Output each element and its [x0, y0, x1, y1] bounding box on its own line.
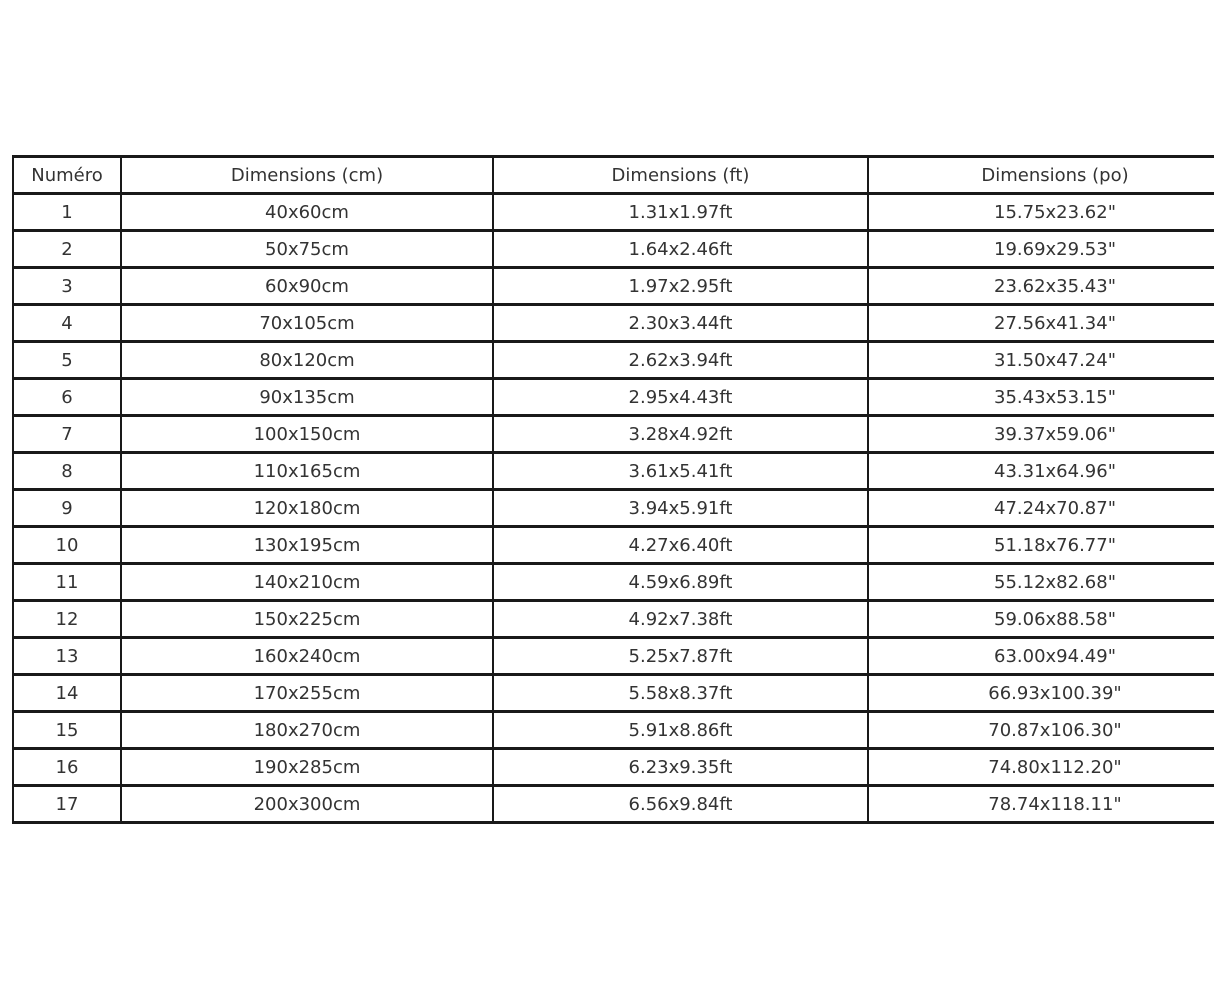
dimensions-po-cell: 78.74x118.11" — [868, 786, 1214, 823]
dimensions-cm-cell: 140x210cm — [121, 564, 493, 601]
table-row — [13, 564, 1214, 601]
header-numero: Numéro — [13, 157, 121, 194]
dimensions-ft-cell: 4.27x6.40ft — [493, 527, 868, 564]
table-row — [13, 490, 1214, 527]
dimensions-ft-cell: 2.30x3.44ft — [493, 305, 868, 342]
numero-cell: 10 — [13, 527, 121, 564]
dimensions-po-cell: 39.37x59.06" — [868, 416, 1214, 453]
dimensions-cm-cell: 70x105cm — [121, 305, 493, 342]
dimensions-ft-cell: 3.28x4.92ft — [493, 416, 868, 453]
numero-cell: 4 — [13, 305, 121, 342]
header-dimensions-ft: Dimensions (ft) — [493, 157, 868, 194]
dimensions-ft-cell: 1.31x1.97ft — [493, 194, 868, 231]
table-row — [13, 786, 1214, 823]
dimensions-po-cell: 51.18x76.77" — [868, 527, 1214, 564]
numero-cell: 16 — [13, 749, 121, 786]
dimensions-ft-cell: 1.64x2.46ft — [493, 231, 868, 268]
dimensions-ft-cell: 6.23x9.35ft — [493, 749, 868, 786]
dimensions-po-cell: 23.62x35.43" — [868, 268, 1214, 305]
numero-cell: 6 — [13, 379, 121, 416]
dimensions-cm-cell: 80x120cm — [121, 342, 493, 379]
numero-cell: 8 — [13, 453, 121, 490]
dimensions-po-cell: 15.75x23.62" — [868, 194, 1214, 231]
dimensions-po-cell: 47.24x70.87" — [868, 490, 1214, 527]
dimensions-ft-cell: 6.56x9.84ft — [493, 786, 868, 823]
dimensions-cm-cell: 150x225cm — [121, 601, 493, 638]
dimensions-po-cell: 59.06x88.58" — [868, 601, 1214, 638]
dimensions-po-cell: 35.43x53.15" — [868, 379, 1214, 416]
table-row — [13, 675, 1214, 712]
numero-cell: 17 — [13, 786, 121, 823]
dimensions-cm-cell: 190x285cm — [121, 749, 493, 786]
table-row — [13, 342, 1214, 379]
table-row — [13, 231, 1214, 268]
dimensions-cm-cell: 100x150cm — [121, 416, 493, 453]
header-dimensions-cm: Dimensions (cm) — [121, 157, 493, 194]
dimensions-ft-cell: 4.92x7.38ft — [493, 601, 868, 638]
dimensions-cm-cell: 200x300cm — [121, 786, 493, 823]
table-row — [13, 527, 1214, 564]
dimensions-ft-cell: 1.97x2.95ft — [493, 268, 868, 305]
dimensions-conversion-table — [12, 155, 1214, 824]
dimensions-cm-cell: 120x180cm — [121, 490, 493, 527]
dimensions-ft-cell: 3.94x5.91ft — [493, 490, 868, 527]
table-row — [13, 305, 1214, 342]
dimensions-po-cell: 70.87x106.30" — [868, 712, 1214, 749]
table-row — [13, 268, 1214, 305]
dimensions-ft-cell: 3.61x5.41ft — [493, 453, 868, 490]
table-row — [13, 379, 1214, 416]
dimensions-cm-cell: 180x270cm — [121, 712, 493, 749]
dimensions-ft-cell: 5.91x8.86ft — [493, 712, 868, 749]
dimensions-cm-cell: 60x90cm — [121, 268, 493, 305]
dimensions-cm-cell: 110x165cm — [121, 453, 493, 490]
table-body — [13, 194, 1214, 823]
table-row — [13, 749, 1214, 786]
dimensions-po-cell: 55.12x82.68" — [868, 564, 1214, 601]
dimensions-cm-cell: 170x255cm — [121, 675, 493, 712]
numero-cell: 9 — [13, 490, 121, 527]
dimensions-po-cell: 19.69x29.53" — [868, 231, 1214, 268]
dimensions-ft-cell: 4.59x6.89ft — [493, 564, 868, 601]
numero-cell: 13 — [13, 638, 121, 675]
dimensions-po-cell: 27.56x41.34" — [868, 305, 1214, 342]
dimensions-cm-cell: 50x75cm — [121, 231, 493, 268]
dimensions-cm-cell: 160x240cm — [121, 638, 493, 675]
dimensions-ft-cell: 5.25x7.87ft — [493, 638, 868, 675]
numero-cell: 3 — [13, 268, 121, 305]
table-row — [13, 638, 1214, 675]
numero-cell: 2 — [13, 231, 121, 268]
numero-cell: 15 — [13, 712, 121, 749]
table-row — [13, 453, 1214, 490]
dimensions-po-cell: 66.93x100.39" — [868, 675, 1214, 712]
dimensions-po-cell: 31.50x47.24" — [868, 342, 1214, 379]
numero-cell: 11 — [13, 564, 121, 601]
dimensions-cm-cell: 40x60cm — [121, 194, 493, 231]
dimensions-po-cell: 43.31x64.96" — [868, 453, 1214, 490]
dimensions-ft-cell: 5.58x8.37ft — [493, 675, 868, 712]
dimensions-ft-cell: 2.62x3.94ft — [493, 342, 868, 379]
table-row — [13, 601, 1214, 638]
dimensions-po-cell: 63.00x94.49" — [868, 638, 1214, 675]
dimensions-cm-cell: 130x195cm — [121, 527, 493, 564]
header-row — [13, 157, 1214, 194]
table-row — [13, 194, 1214, 231]
table-row — [13, 712, 1214, 749]
numero-cell: 14 — [13, 675, 121, 712]
table-row — [13, 416, 1214, 453]
dimensions-cm-cell: 90x135cm — [121, 379, 493, 416]
header-dimensions-po: Dimensions (po) — [868, 157, 1214, 194]
numero-cell: 1 — [13, 194, 121, 231]
numero-cell: 5 — [13, 342, 121, 379]
numero-cell: 12 — [13, 601, 121, 638]
numero-cell: 7 — [13, 416, 121, 453]
dimensions-ft-cell: 2.95x4.43ft — [493, 379, 868, 416]
dimensions-po-cell: 74.80x112.20" — [868, 749, 1214, 786]
